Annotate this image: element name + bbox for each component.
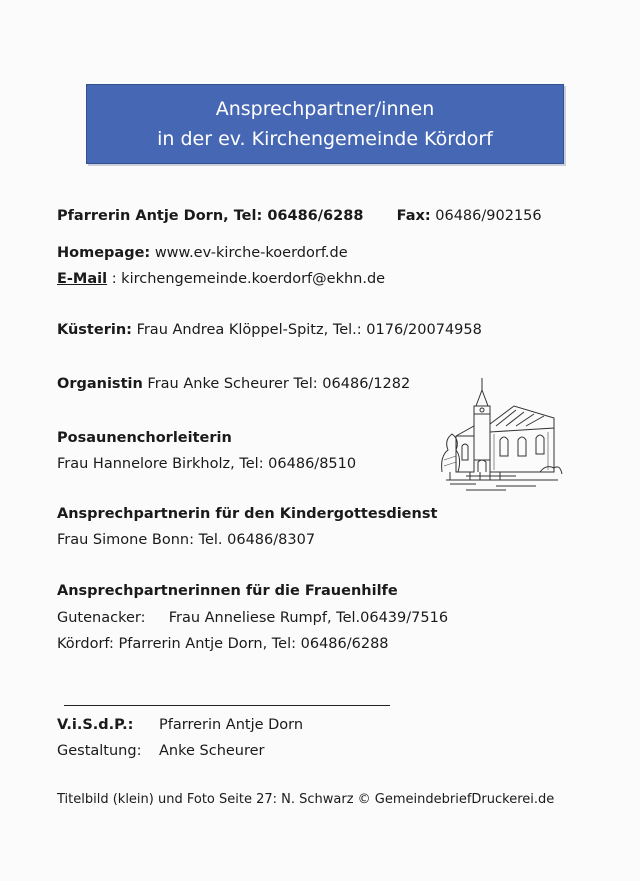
pastor-label: Pfarrerin Antje Dorn, Tel: 06486/6288 [57,208,364,224]
homepage-value[interactable]: www.ev-kirche-koerdorf.de [154,245,348,261]
visdp-value: Pfarrerin Antje Dorn [159,717,304,733]
visdp-label: V.i.S.d.P.: [57,717,134,733]
organist-label: Organistin [57,376,143,392]
gutenacker-line [57,610,448,626]
homepage-label: Homepage: [57,245,151,261]
childrens-service-contact: Frau Simone Bonn: Tel. 06486/8307 [57,532,316,548]
sexton-value: Frau Andrea Klöppel-Spitz, Tel.: 0176/20074958 [136,322,482,338]
fax-label: Fax: [396,208,431,224]
title-line-1: Ansprechpartner/innen [215,98,435,120]
brass-choir-heading: Posaunenchorleiterin [57,430,232,446]
gutenacker-value: Frau Anneliese Rumpf, Tel.06439/7516 [168,610,449,626]
visdp-line [57,717,303,733]
fax-value: 06486/902156 [435,208,542,224]
photo-credits: Titelbild (klein) und Foto Seite 27: N. Schwarz © GemeindebriefDruckerei.de [57,792,555,807]
design-value: Anke Scheurer [159,743,265,759]
homepage-line [57,245,348,261]
sexton-line [57,322,482,338]
design-label: Gestaltung: [57,743,142,759]
koerdorf-line: Kördorf: Pfarrerin Antje Dorn, Tel: 06486/6288 [57,636,389,652]
organist-line [57,376,410,392]
womens-group-heading: Ansprechpartnerinnen für die Frauenhilfe [57,583,398,599]
organist-value: Frau Anke Scheurer Tel: 06486/1282 [147,376,411,392]
separator-line [64,705,390,706]
church-sketch-icon [436,376,568,502]
pastor-line [57,208,542,224]
title-banner [86,84,564,164]
childrens-service-heading: Ansprechpartnerin für den Kindergottesdienst [57,506,438,522]
design-line [57,743,265,759]
sexton-label: Küsterin: [57,322,132,338]
title-line-2: in der ev. Kirchengemeinde Kördorf [157,128,493,150]
gutenacker-label: Gutenacker: [57,610,146,626]
email-label: E-Mail [57,271,108,287]
brass-choir-contact: Frau Hannelore Birkholz, Tel: 06486/8510 [57,456,357,472]
email-value[interactable]: : kirchengemeinde.koerdorf@ekhn.de [111,271,386,287]
email-line [57,271,385,287]
